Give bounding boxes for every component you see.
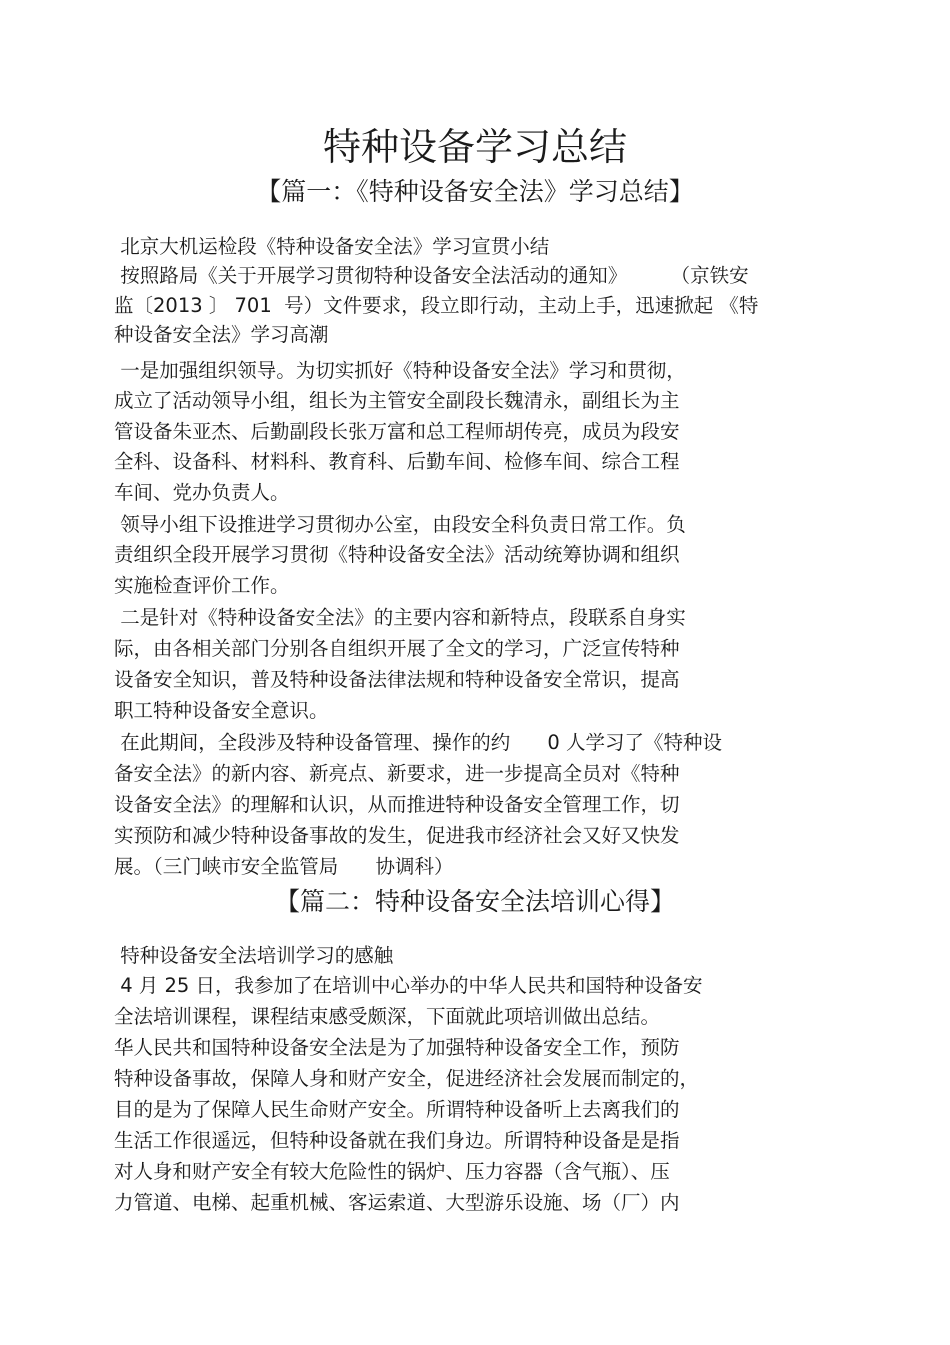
paragraph-line: 特种设备安全法培训学习的感触 bbox=[114, 944, 394, 967]
paragraph-line: 目的是为了保障人民生命财产安全。所谓特种设备听上去离我们的 bbox=[114, 1098, 680, 1121]
paragraph-line: 实施检查评价工作。 bbox=[114, 574, 290, 597]
paragraph-line: 生活工作很遥远，但特种设备就在我们身边。所谓特种设备是是指 bbox=[114, 1129, 680, 1152]
paragraph-line: 领导小组下设推进学习贯彻办公室，由段安全科负责日常工作。负 bbox=[114, 513, 686, 536]
paragraph-line: 特种设备事故，保障人身和财产安全，促进经济社会发展而制定的， bbox=[114, 1067, 700, 1090]
paragraph-line: 按照路局《关于开展学习贯彻特种设备安全法活动的通知》 （京铁安 bbox=[114, 264, 749, 287]
section2-heading: 【篇二：特种设备安全法培训心得】 bbox=[274, 887, 675, 916]
paragraph-line: 实预防和减少特种设备事故的发生，促进我市经济社会又好又快发 bbox=[114, 824, 680, 847]
paragraph-line: 种设备安全法》学习高潮 bbox=[114, 323, 329, 346]
paragraph-line: 备安全法》的新内容、新亮点、新要求，进一步提高全员对《特种 bbox=[114, 762, 680, 785]
paragraph-line: 华人民共和国特种设备安全法是为了加强特种设备安全工作，预防 bbox=[114, 1036, 680, 1059]
paragraph-line: 对人身和财产安全有较大危险性的锅炉、压力容器（含气瓶）、压 bbox=[114, 1160, 670, 1183]
paragraph-line: 4 月 25 日，我参加了在培训中心举办的中华人民共和国特种设备安 bbox=[114, 974, 703, 997]
document-title: 特种设备学习总结 bbox=[322, 125, 627, 169]
paragraph-line: 成立了活动领导小组，组长为主管安全副段长魏清永，副组长为主 bbox=[114, 389, 680, 412]
paragraph-line: 全科、设备科、材料科、教育科、后勤车间、检修车间、综合工程 bbox=[114, 450, 680, 473]
paragraph-line: 设备安全知识，普及特种设备法律法规和特种设备安全常识，提高 bbox=[114, 668, 680, 691]
paragraph-line: 北京大机运检段《特种设备安全法》学习宣贯小结 bbox=[114, 235, 550, 258]
section1-heading: 【篇一：《特种设备安全法》学习总结】 bbox=[256, 177, 694, 206]
paragraph-line: 一是加强组织领导。为切实抓好《特种设备安全法》学习和贯彻， bbox=[114, 359, 686, 382]
paragraph-line: 设备安全法》的理解和认识，从而推进特种设备安全管理工作，切 bbox=[114, 793, 680, 816]
paragraph-line: 在此期间，全段涉及特种设备管理、操作的约 0 人学习了《特种设 bbox=[114, 731, 722, 754]
paragraph-line: 车间、党办负责人。 bbox=[114, 481, 290, 504]
paragraph-line: 际，由各相关部门分别各自组织开展了全文的学习，广泛宣传特种 bbox=[114, 637, 680, 660]
paragraph-line: 职工特种设备安全意识。 bbox=[114, 699, 329, 722]
paragraph-line: 二是针对《特种设备安全法》的主要内容和新特点，段联系自身实 bbox=[114, 606, 686, 629]
paragraph-line: 力管道、电梯、起重机械、客运索道、大型游乐设施、场（厂）内 bbox=[114, 1191, 680, 1214]
paragraph-line: 全法培训课程，课程结束感受颇深，下面就此项培训做出总结。 bbox=[114, 1005, 661, 1028]
paragraph-line: 展。（三门峡市安全监管局 协调科） bbox=[114, 855, 454, 878]
paragraph-line: 监〔2013 〕 701 号）文件要求，段立即行动，主动上手，迅速掀起 《特 bbox=[114, 294, 759, 317]
paragraph-line: 责组织全段开展学习贯彻《特种设备安全法》活动统筹协调和组织 bbox=[114, 543, 680, 566]
paragraph-line: 管设备朱亚杰、后勤副段长张万富和总工程师胡传亮，成员为段安 bbox=[114, 420, 680, 443]
